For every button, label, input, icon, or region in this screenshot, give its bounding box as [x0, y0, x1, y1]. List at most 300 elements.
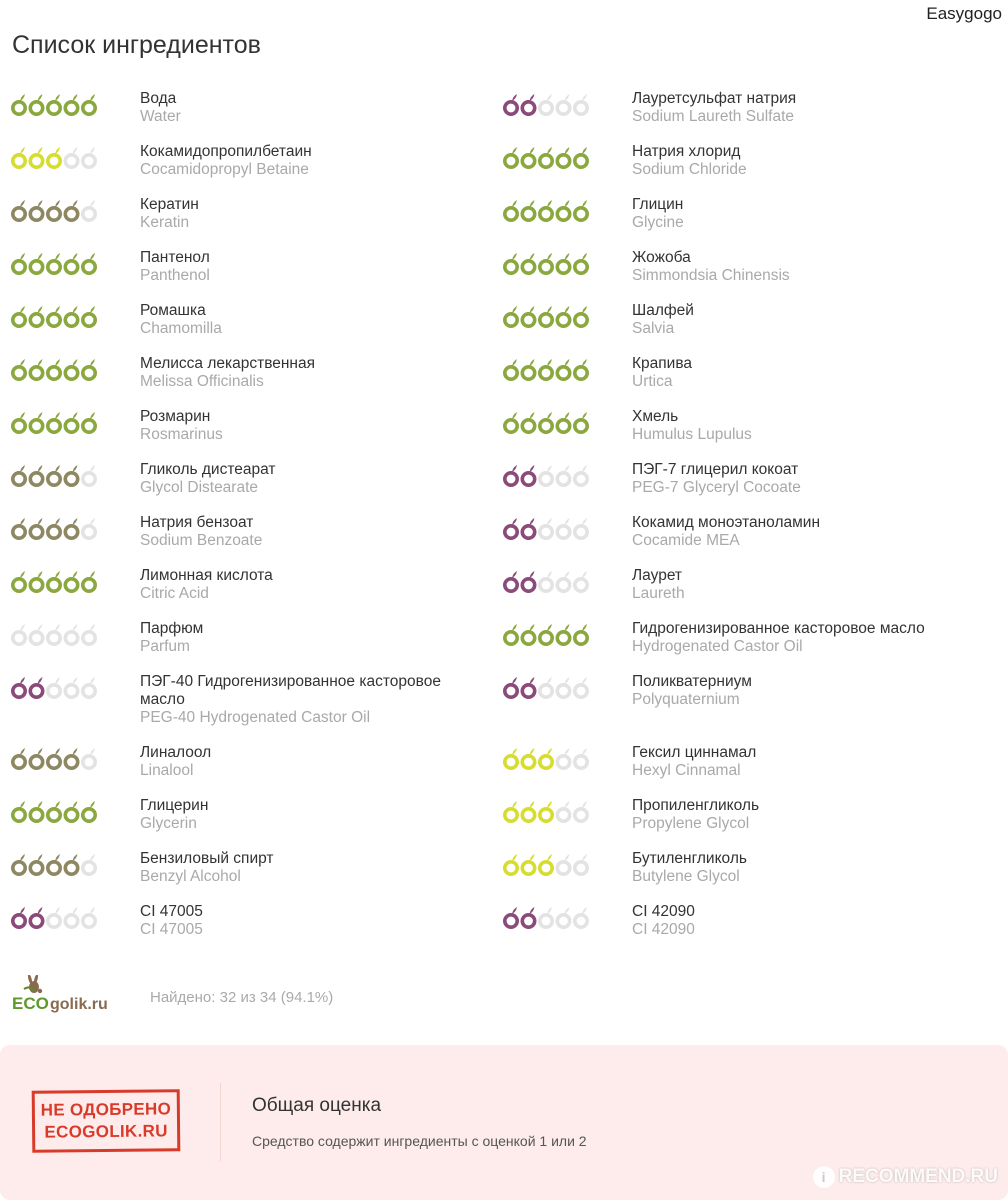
ingredient-row[interactable]	[10, 461, 490, 497]
drop-filled	[505, 677, 517, 697]
drop-empty	[83, 907, 95, 927]
drop-filled	[48, 147, 60, 167]
ingredient-row[interactable]	[502, 196, 1002, 232]
ingredient-name-en: Sodium Laureth Sulfate	[632, 108, 794, 125]
ingredient-row[interactable]	[502, 408, 1002, 444]
drop-filled	[522, 147, 534, 167]
ingredient-name-en: CI 47005	[140, 921, 203, 938]
ingredient-row[interactable]	[10, 196, 490, 232]
drop-empty	[83, 465, 95, 485]
drop-filled	[505, 465, 517, 485]
ingredient-rating	[502, 143, 632, 171]
ingredient-rating	[10, 567, 140, 595]
drop-filled	[540, 748, 552, 768]
drop-filled	[65, 748, 77, 768]
ingredient-row[interactable]	[10, 850, 490, 886]
drop-filled	[48, 94, 60, 114]
drop-empty	[575, 518, 587, 538]
drop-filled	[13, 200, 25, 220]
drop-filled	[83, 412, 95, 432]
drop-filled	[30, 253, 42, 273]
drop-empty	[83, 147, 95, 167]
drop-filled	[505, 94, 517, 114]
ingredient-name-ru: CI 47005	[140, 903, 203, 920]
ingredient-rating	[10, 620, 140, 648]
ingredient-name-en: Glycerin	[140, 815, 197, 832]
drop-filled	[30, 200, 42, 220]
drop-filled	[30, 854, 42, 874]
drop-filled	[13, 465, 25, 485]
drop-filled	[65, 306, 77, 326]
ingredient-name-en: CI 42090	[632, 921, 695, 938]
drop-filled	[575, 200, 587, 220]
drop-empty	[557, 907, 569, 927]
drop-filled	[48, 200, 60, 220]
ingredient-name-ru: Вода	[140, 90, 177, 107]
drop-filled	[505, 147, 517, 167]
ingredient-name-ru: Поликватерниум	[632, 673, 752, 690]
drop-filled	[48, 854, 60, 874]
drop-empty	[65, 624, 77, 644]
drop-filled	[48, 748, 60, 768]
ingredient-name-ru: Гликоль дистеарат	[140, 461, 276, 478]
ingredient-name-ru: Крапива	[632, 355, 693, 372]
rating-drops-icon	[502, 144, 592, 170]
ingredient-row[interactable]	[502, 673, 1002, 727]
drop-empty	[575, 748, 587, 768]
drop-empty	[557, 854, 569, 874]
rating-drops-icon	[10, 851, 100, 877]
ingredient-row[interactable]	[10, 408, 490, 444]
ingredient-name-ru: CI 42090	[632, 903, 695, 920]
ingredient-name-en: Melissa Officinalis	[140, 373, 264, 390]
drop-filled	[557, 359, 569, 379]
rating-drops-icon	[10, 568, 100, 594]
ingredient-rating	[502, 249, 632, 277]
drop-filled	[557, 253, 569, 273]
drop-filled	[522, 518, 534, 538]
rating-drops-icon	[502, 409, 592, 435]
ingredient-name-en: Sodium Chloride	[632, 161, 747, 178]
drop-filled	[83, 94, 95, 114]
ingredient-name-en: PEG-7 Glyceryl Cocoate	[632, 479, 801, 496]
ecogolik-logo[interactable]	[10, 975, 140, 1019]
rating-drops-icon	[10, 462, 100, 488]
drop-filled	[540, 253, 552, 273]
drop-empty	[540, 465, 552, 485]
ingredient-name-en: Citric Acid	[140, 585, 209, 602]
ingredient-name-en: Cocamide MEA	[632, 532, 740, 549]
drop-empty	[65, 677, 77, 697]
drop-empty	[48, 624, 60, 644]
ingredient-name-en: Water	[140, 108, 181, 125]
ingredient-name-ru: Розмарин	[140, 408, 211, 425]
not-approved-stamp	[32, 1089, 181, 1153]
ingredient-name-en: Cocamidopropyl Betaine	[140, 161, 309, 178]
drop-filled	[13, 907, 25, 927]
ingredient-name-ru: Кокамид моноэтаноламин	[632, 514, 821, 531]
drop-filled	[13, 854, 25, 874]
ingredient-name-en: Hexyl Cinnamal	[632, 762, 741, 779]
ingredient-rating	[502, 797, 632, 825]
drop-filled	[65, 200, 77, 220]
drop-empty	[557, 465, 569, 485]
drop-filled	[83, 571, 95, 591]
rating-drops-icon	[502, 462, 592, 488]
drop-filled	[522, 748, 534, 768]
drop-filled	[522, 359, 534, 379]
drop-filled	[522, 571, 534, 591]
rating-drops-icon	[10, 409, 100, 435]
rating-drops-icon	[10, 798, 100, 824]
ingredient-row[interactable]	[10, 673, 490, 727]
rating-drops-icon	[10, 91, 100, 117]
source-footer	[10, 975, 333, 1019]
ingredient-row[interactable]	[502, 567, 1002, 603]
ingredient-list-left	[10, 90, 490, 956]
drop-filled	[540, 147, 552, 167]
drop-filled	[48, 465, 60, 485]
drop-filled	[522, 801, 534, 821]
ingredient-row[interactable]	[502, 461, 1002, 497]
ingredient-rating	[502, 850, 632, 878]
drop-filled	[505, 306, 517, 326]
drop-empty	[48, 677, 60, 697]
drop-filled	[540, 854, 552, 874]
rating-drops-icon	[10, 356, 100, 382]
drop-filled	[505, 412, 517, 432]
drop-filled	[557, 412, 569, 432]
drop-filled	[522, 200, 534, 220]
drop-filled	[48, 571, 60, 591]
drop-filled	[30, 147, 42, 167]
drop-filled	[30, 359, 42, 379]
ingredient-name-en: Urtica	[632, 373, 673, 390]
drop-filled	[540, 412, 552, 432]
rating-drops-icon	[10, 674, 100, 700]
rating-drops-icon	[502, 303, 592, 329]
ingredient-name-ru: Глицин	[632, 196, 684, 213]
drop-empty	[557, 801, 569, 821]
drop-filled	[13, 253, 25, 273]
drop-empty	[48, 907, 60, 927]
rating-drops-icon	[502, 851, 592, 877]
ingredient-name-en: Salvia	[632, 320, 675, 337]
drop-filled	[522, 624, 534, 644]
divider	[220, 1083, 221, 1161]
drop-filled	[65, 253, 77, 273]
ingredient-row[interactable]	[502, 302, 1002, 338]
drop-filled	[575, 624, 587, 644]
drop-filled	[30, 465, 42, 485]
drop-empty	[13, 624, 25, 644]
drop-empty	[83, 748, 95, 768]
drop-filled	[540, 306, 552, 326]
drop-filled	[540, 801, 552, 821]
ingredient-row[interactable]	[10, 567, 490, 603]
drop-filled	[557, 200, 569, 220]
drop-filled	[30, 94, 42, 114]
drop-filled	[575, 253, 587, 273]
ingredient-name-en: Benzyl Alcohol	[140, 868, 241, 885]
drop-filled	[65, 359, 77, 379]
ingredient-rating	[10, 302, 140, 330]
drop-empty	[540, 94, 552, 114]
ingredient-rating	[10, 744, 140, 772]
drop-filled	[13, 359, 25, 379]
ingredient-rating	[10, 514, 140, 542]
ingredient-name-en: Rosmarinus	[140, 426, 223, 443]
ingredient-name-en: Keratin	[140, 214, 190, 231]
ingredient-name-ru: ПЭГ-7 глицерил кокоат	[632, 461, 799, 478]
ingredient-name-ru: Парфюм	[140, 620, 204, 637]
rating-drops-icon	[10, 197, 100, 223]
drop-filled	[575, 359, 587, 379]
ingredient-row[interactable]	[10, 620, 490, 656]
ingredient-name-ru: Бутиленгликоль	[632, 850, 747, 867]
drop-filled	[522, 253, 534, 273]
drop-filled	[505, 801, 517, 821]
svg-text:golik.ru: golik.ru	[50, 996, 108, 1013]
drop-empty	[540, 571, 552, 591]
ingredient-name-ru: Гексил циннамал	[632, 744, 757, 761]
rating-drops-icon	[502, 250, 592, 276]
ingredient-rating	[10, 461, 140, 489]
drop-filled	[65, 854, 77, 874]
recommend-logo-icon: i	[813, 1166, 835, 1188]
ingredient-name-en: Laureth	[632, 585, 685, 602]
ingredient-name-en: Polyquaternium	[632, 691, 740, 708]
ingredient-name-en: Propylene Glycol	[632, 815, 750, 832]
ingredient-rating	[502, 355, 632, 383]
drop-filled	[522, 677, 534, 697]
drop-filled	[522, 94, 534, 114]
drop-empty	[575, 677, 587, 697]
ingredient-row[interactable]	[502, 143, 1002, 179]
ingredient-name-ru: Кератин	[140, 196, 199, 213]
ingredient-row[interactable]	[10, 90, 490, 126]
rating-drops-icon	[502, 568, 592, 594]
drop-filled	[65, 518, 77, 538]
ingredient-row[interactable]	[502, 797, 1002, 833]
ingredient-name-ru: Лаурет	[632, 567, 683, 584]
drop-filled	[83, 359, 95, 379]
drop-filled	[65, 801, 77, 821]
drop-filled	[48, 801, 60, 821]
drop-filled	[575, 412, 587, 432]
rating-drops-icon	[502, 197, 592, 223]
ingredient-row[interactable]	[502, 514, 1002, 550]
drop-filled	[13, 412, 25, 432]
rating-drops-icon	[502, 904, 592, 930]
stamp-line-2: ECOGOLIK.RU	[44, 1121, 168, 1142]
ingredient-name-ru: Кокамидопропилбетаин	[140, 143, 312, 160]
ingredient-rating	[10, 143, 140, 171]
ingredient-name-ru: Лауретсульфат натрия	[632, 90, 797, 107]
ingredient-name-ru: Лимонная кислота	[140, 567, 273, 584]
ingredient-rating	[10, 673, 140, 701]
drop-empty	[83, 518, 95, 538]
drop-filled	[48, 253, 60, 273]
drop-empty	[575, 907, 587, 927]
drop-filled	[522, 306, 534, 326]
ingredient-rating	[10, 90, 140, 118]
drop-filled	[522, 854, 534, 874]
ingredient-row[interactable]	[502, 355, 1002, 391]
ingredient-name-en: Humulus Lupulus	[632, 426, 752, 443]
username[interactable]: Easygogo	[926, 4, 1002, 23]
rating-drops-icon	[502, 356, 592, 382]
ingredient-rating	[502, 620, 632, 648]
ingredient-name-ru: Гидрогенизированное касторовое масло	[632, 620, 925, 637]
drop-filled	[557, 624, 569, 644]
rating-drops-icon	[10, 250, 100, 276]
ingredient-name-ru: ПЭГ-40 Гидрогенизированное касторовое масло	[140, 673, 441, 708]
drop-empty	[540, 907, 552, 927]
drop-empty	[83, 200, 95, 220]
ingredient-row[interactable]	[10, 797, 490, 833]
drop-filled	[83, 306, 95, 326]
rating-drops-icon	[10, 303, 100, 329]
drop-filled	[522, 412, 534, 432]
drop-empty	[65, 147, 77, 167]
ingredient-row[interactable]	[10, 903, 490, 939]
drop-filled	[83, 253, 95, 273]
drop-filled	[575, 147, 587, 167]
verdict-text: Средство содержит ингредиенты с оценкой 1 или 2	[252, 1133, 587, 1149]
ingredient-row[interactable]	[502, 249, 1002, 285]
ingredient-row[interactable]	[10, 514, 490, 550]
ingredient-rating	[10, 355, 140, 383]
rating-drops-icon	[502, 745, 592, 771]
ingredient-name-ru: Бензиловый спирт	[140, 850, 274, 867]
ingredient-rating	[502, 408, 632, 436]
ingredient-row[interactable]	[10, 302, 490, 338]
ingredient-row[interactable]	[502, 744, 1002, 780]
ingredient-rating	[502, 90, 632, 118]
ingredient-name-en: Simmondsia Chinensis	[632, 267, 790, 284]
rating-drops-icon	[10, 515, 100, 541]
drop-filled	[30, 677, 42, 697]
drop-filled	[65, 412, 77, 432]
drop-filled	[13, 518, 25, 538]
drop-filled	[13, 306, 25, 326]
ingredient-name-ru: Ромашка	[140, 302, 206, 319]
drop-filled	[13, 801, 25, 821]
drop-filled	[30, 518, 42, 538]
drop-filled	[30, 412, 42, 432]
ingredient-row[interactable]	[502, 903, 1002, 939]
drop-filled	[522, 907, 534, 927]
ingredient-name-en: Linalool	[140, 762, 194, 779]
drop-filled	[505, 518, 517, 538]
ingredient-name-en: Butylene Glycol	[632, 868, 740, 885]
drop-empty	[575, 465, 587, 485]
rating-drops-icon	[10, 904, 100, 930]
drop-filled	[65, 465, 77, 485]
drop-empty	[557, 571, 569, 591]
ingredient-name-en: PEG-40 Hydrogenated Castor Oil	[140, 709, 371, 726]
ingredient-rating	[10, 249, 140, 277]
drop-empty	[540, 677, 552, 697]
drop-filled	[83, 801, 95, 821]
drop-empty	[83, 624, 95, 644]
drop-filled	[505, 200, 517, 220]
ingredient-rating	[10, 797, 140, 825]
drop-filled	[30, 907, 42, 927]
drop-filled	[65, 571, 77, 591]
ingredient-row[interactable]	[502, 850, 1002, 886]
drop-filled	[13, 677, 25, 697]
ingredient-row[interactable]	[10, 355, 490, 391]
ingredient-name-ru: Хмель	[632, 408, 679, 425]
rating-drops-icon	[502, 674, 592, 700]
verdict-title: Общая оценка	[252, 1095, 382, 1116]
drop-empty	[30, 624, 42, 644]
ingredient-name-ru: Натрия хлорид	[632, 143, 741, 160]
ingredient-name-en: Chamomilla	[140, 320, 222, 337]
drop-empty	[557, 94, 569, 114]
drop-filled	[540, 624, 552, 644]
rating-drops-icon	[502, 798, 592, 824]
drop-empty	[557, 748, 569, 768]
ingredient-rating	[502, 567, 632, 595]
drop-filled	[65, 94, 77, 114]
ingredient-name-en: Parfum	[140, 638, 190, 655]
recommend-watermark: i RECOMMEND.RU	[813, 1166, 998, 1188]
rating-drops-icon	[10, 621, 100, 647]
rating-drops-icon	[10, 745, 100, 771]
found-count: Найдено: 32 из 34 (94.1%)	[150, 988, 334, 1006]
stamp-line-1: НЕ ОДОБРЕНО	[40, 1099, 172, 1120]
ingredient-name-en: Hydrogenated Castor Oil	[632, 638, 803, 655]
drop-filled	[505, 359, 517, 379]
ingredient-rating	[502, 673, 632, 701]
rating-drops-icon	[10, 144, 100, 170]
page-title: Список ингредиентов	[12, 31, 261, 59]
ingredient-row[interactable]	[10, 744, 490, 780]
ingredient-name-en: Sodium Benzoate	[140, 532, 263, 549]
drop-filled	[505, 571, 517, 591]
drop-filled	[505, 253, 517, 273]
ingredient-row[interactable]	[502, 90, 1002, 126]
rating-drops-icon	[502, 91, 592, 117]
ingredient-name-en: Glycine	[632, 214, 684, 231]
ingredient-rating	[502, 302, 632, 330]
ingredient-rating	[502, 196, 632, 224]
drop-filled	[505, 748, 517, 768]
drop-filled	[540, 359, 552, 379]
ingredient-rating	[10, 408, 140, 436]
ingredient-name-ru: Линалоол	[140, 744, 212, 761]
ingredient-row[interactable]	[10, 249, 490, 285]
drop-empty	[557, 518, 569, 538]
drop-filled	[30, 571, 42, 591]
ingredient-rating	[10, 196, 140, 224]
drop-filled	[13, 571, 25, 591]
drop-filled	[505, 907, 517, 927]
drop-filled	[13, 147, 25, 167]
ingredient-row[interactable]	[502, 620, 1002, 656]
ingredient-name-ru: Глицерин	[140, 797, 209, 814]
ingredient-row[interactable]	[10, 143, 490, 179]
drop-empty	[557, 677, 569, 697]
drop-empty	[83, 854, 95, 874]
ingredient-name-ru: Пропиленгликоль	[632, 797, 760, 814]
ingredient-rating	[10, 850, 140, 878]
ingredient-name-ru: Мелисса лекарственная	[140, 355, 316, 372]
rabbit-logo-icon	[10, 975, 130, 1019]
